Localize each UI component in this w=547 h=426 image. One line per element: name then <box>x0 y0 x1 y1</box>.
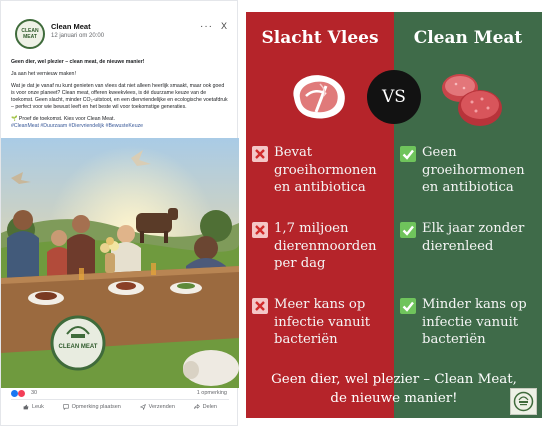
left-point-1 <box>252 144 394 197</box>
post-image[interactable] <box>1 138 239 388</box>
post-body <box>11 59 229 135</box>
post-hashtags[interactable]: #CleanMeat #Duurzaam #Diervriendelijk #BewusteKeuze <box>11 123 144 129</box>
post-paragraph-3: 🌱 Proef de toekomst. Kies voor Clean Meat. <box>11 116 115 122</box>
comment-button[interactable] <box>63 404 121 410</box>
love-reaction-icon <box>18 390 25 397</box>
post-paragraph-1: Ja aan het vernieuw maken! <box>11 71 76 77</box>
check-box-icon <box>400 146 416 162</box>
comparison-poster <box>246 12 542 418</box>
slogan-line-2: de nieuwe manier! <box>330 391 458 406</box>
send-button[interactable] <box>140 404 175 410</box>
page-name[interactable]: Clean Meat <box>51 22 91 31</box>
thumbs-up-icon <box>23 404 29 410</box>
reaction-bar <box>11 389 229 399</box>
right-column-title: Clean Meat <box>413 28 523 48</box>
steak-icon <box>286 68 352 124</box>
poster-slogan <box>246 370 542 408</box>
left-point-2 <box>252 220 394 273</box>
reaction-count[interactable]: 30 <box>31 390 38 396</box>
like-label: Leuk <box>32 403 44 410</box>
left-column-title: Slacht Vlees <box>261 28 379 48</box>
post-actions <box>11 399 229 413</box>
check-box-icon <box>400 298 416 314</box>
right-point-2-text: Elk jaar zonder dierenleed <box>422 221 525 254</box>
left-point-3 <box>252 296 394 349</box>
image-logo-text: CLEAN MEAT <box>58 344 98 350</box>
send-label: Verzenden <box>148 403 175 410</box>
comment-icon <box>63 404 69 410</box>
right-point-2 <box>400 220 540 255</box>
x-box-icon <box>252 298 268 314</box>
share-label: Delen <box>202 403 217 410</box>
page-avatar[interactable] <box>15 19 45 49</box>
right-point-3 <box>400 296 540 349</box>
close-icon[interactable]: X <box>220 21 227 31</box>
x-box-icon <box>252 146 268 162</box>
clean-meat-logo-icon <box>510 388 537 415</box>
like-reaction-icon <box>11 390 18 397</box>
like-button[interactable] <box>23 404 44 410</box>
share-icon <box>194 404 200 410</box>
slogan-line-1: Geen dier, wel plezier – Clean Meat, <box>271 372 517 387</box>
social-post <box>0 0 238 426</box>
send-icon <box>140 404 146 410</box>
right-point-1-text: Geen groeihormonen en antibiotica <box>422 145 525 195</box>
post-header <box>9 15 231 55</box>
post-paragraph-2: Wat je dat je vanaf nu kunt genieten van vlees dat niet alleen heerlijk smaakt, maar ook goed is voor onze planeet? Clean meat, offeren kweekvlees, is dé duurzame keuze van de toekomst. Geen slacht, minder CO₂-uitstoot, en een diervriendelijke en ecologische voetafdruk – perfect voor wie bewust leeft en het beste wil voor toekomstige generaties. <box>11 83 228 110</box>
dinner-scene-illustration <box>1 138 239 388</box>
comment-count[interactable]: 1 opmerking <box>196 390 227 396</box>
post-headline: Geen dier, wel plezier – clean meat, de nieuwe manier! <box>11 59 145 65</box>
cultured-patty-icon <box>436 66 506 130</box>
post-date[interactable]: 12 januari om 20:00 <box>51 33 105 39</box>
comment-label: Opmerking plaatsen <box>71 403 121 410</box>
vs-badge: VS <box>367 70 421 124</box>
more-options-icon[interactable]: ··· <box>200 21 213 32</box>
x-box-icon <box>252 222 268 238</box>
avatar-logo-text: CLEAN MEAT <box>21 28 39 40</box>
logo-emblem-icon <box>513 391 534 412</box>
right-point-3-text: Minder kans op infectie vanuit bacteriën <box>422 297 527 347</box>
left-point-1-text: Bevat groeihormonen en antibiotica <box>274 145 377 195</box>
left-point-3-text: Meer kans op infectie vanuit bacteriën <box>274 297 371 347</box>
check-box-icon <box>400 222 416 238</box>
left-point-2-text: 1,7 miljoen dierenmoorden per dag <box>274 221 377 271</box>
right-point-1 <box>400 144 540 197</box>
share-button[interactable] <box>194 404 217 410</box>
reaction-icons[interactable] <box>11 390 23 397</box>
